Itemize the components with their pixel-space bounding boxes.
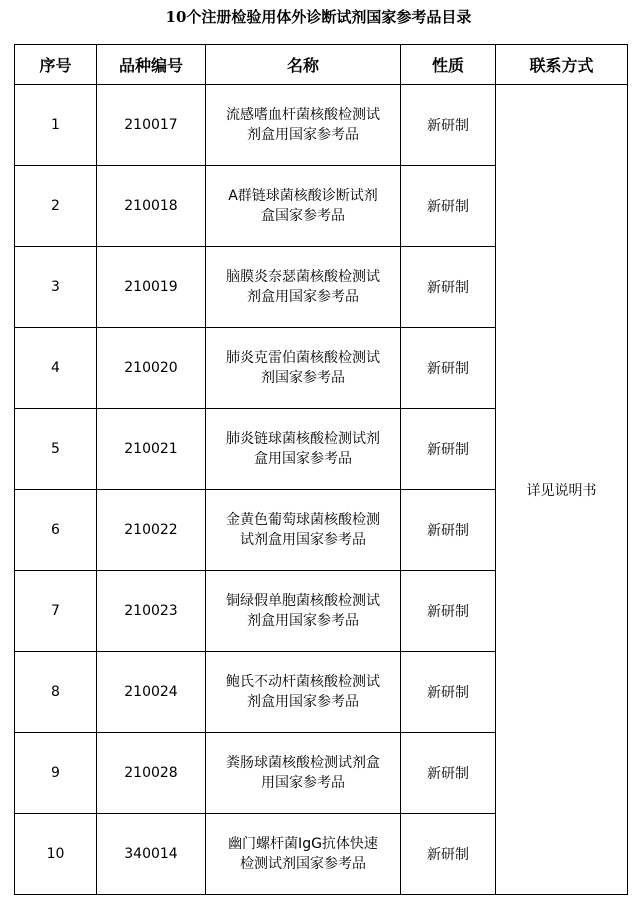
name-line-1: 金黄色葡萄球菌核酸检测 xyxy=(226,512,380,528)
code-cell: 210028 xyxy=(97,733,206,814)
name-line-1: 脑膜炎奈瑟菌核酸检测试 xyxy=(226,269,380,285)
nature-cell: 新研制 xyxy=(401,247,496,328)
name-line-2: 检测试剂国家参考品 xyxy=(240,856,366,872)
name-line-2: 用国家参考品 xyxy=(261,775,345,791)
name-cell xyxy=(206,733,401,814)
header-nature: 性质 xyxy=(401,45,496,85)
name-cell xyxy=(206,409,401,490)
name-cell xyxy=(206,247,401,328)
name-line-2: 盒国家参考品 xyxy=(261,208,345,224)
name-line-1: 流感嗜血杆菌核酸检测试 xyxy=(226,107,380,123)
reference-catalog-table xyxy=(14,44,628,895)
serial-cell: 3 xyxy=(15,247,97,328)
code-cell: 210023 xyxy=(97,571,206,652)
table-row xyxy=(15,85,628,166)
nature-cell: 新研制 xyxy=(401,733,496,814)
code-cell: 210019 xyxy=(97,247,206,328)
header-code: 品种编号 xyxy=(97,45,206,85)
name-cell xyxy=(206,652,401,733)
name-cell xyxy=(206,571,401,652)
name-line-1: 肺炎克雷伯菌核酸检测试 xyxy=(226,350,380,366)
serial-cell: 4 xyxy=(15,328,97,409)
nature-cell: 新研制 xyxy=(401,652,496,733)
name-line-1: 铜绿假单胞菌核酸检测试 xyxy=(226,593,380,609)
name-line-1: 肺炎链球菌核酸检测试剂 xyxy=(226,431,380,447)
code-cell: 340014 xyxy=(97,814,206,895)
name-line-2: 剂盒用国家参考品 xyxy=(247,694,359,710)
code-cell: 210024 xyxy=(97,652,206,733)
name-line-2: 剂盒用国家参考品 xyxy=(247,613,359,629)
name-cell xyxy=(206,490,401,571)
nature-cell: 新研制 xyxy=(401,166,496,247)
serial-cell: 9 xyxy=(15,733,97,814)
code-cell: 210017 xyxy=(97,85,206,166)
header-name: 名称 xyxy=(206,45,401,85)
code-cell: 210022 xyxy=(97,490,206,571)
header-serial: 序号 xyxy=(15,45,97,85)
name-cell xyxy=(206,328,401,409)
code-cell: 210021 xyxy=(97,409,206,490)
name-cell xyxy=(206,814,401,895)
serial-cell: 8 xyxy=(15,652,97,733)
name-cell xyxy=(206,166,401,247)
nature-cell: 新研制 xyxy=(401,328,496,409)
nature-cell: 新研制 xyxy=(401,85,496,166)
document-title: 10个注册检验用体外诊断试剂国家参考品目录 xyxy=(165,8,472,26)
serial-cell: 5 xyxy=(15,409,97,490)
serial-cell: 7 xyxy=(15,571,97,652)
table-header-row xyxy=(15,45,628,85)
name-line-2: 剂国家参考品 xyxy=(261,370,345,386)
name-line-2: 试剂盒用国家参考品 xyxy=(240,532,366,548)
name-line-1: 鲍氏不动杆菌核酸检测试 xyxy=(226,674,380,690)
name-line-1: 幽门螺杆菌IgG抗体快速 xyxy=(228,836,378,852)
contact-cell: 详见说明书 xyxy=(496,85,628,895)
nature-cell: 新研制 xyxy=(401,409,496,490)
serial-cell: 1 xyxy=(15,85,97,166)
serial-cell: 6 xyxy=(15,490,97,571)
name-cell xyxy=(206,85,401,166)
nature-cell: 新研制 xyxy=(401,490,496,571)
code-cell: 210020 xyxy=(97,328,206,409)
code-cell: 210018 xyxy=(97,166,206,247)
name-line-2: 盒用国家参考品 xyxy=(254,451,352,467)
name-line-1: 粪肠球菌核酸检测试剂盒 xyxy=(226,755,380,771)
serial-cell: 10 xyxy=(15,814,97,895)
nature-cell: 新研制 xyxy=(401,814,496,895)
serial-cell: 2 xyxy=(15,166,97,247)
name-line-1: A群链球菌核酸诊断试剂 xyxy=(228,188,378,204)
nature-cell: 新研制 xyxy=(401,571,496,652)
name-line-2: 剂盒用国家参考品 xyxy=(247,289,359,305)
name-line-2: 剂盒用国家参考品 xyxy=(247,127,359,143)
header-contact: 联系方式 xyxy=(496,45,628,85)
